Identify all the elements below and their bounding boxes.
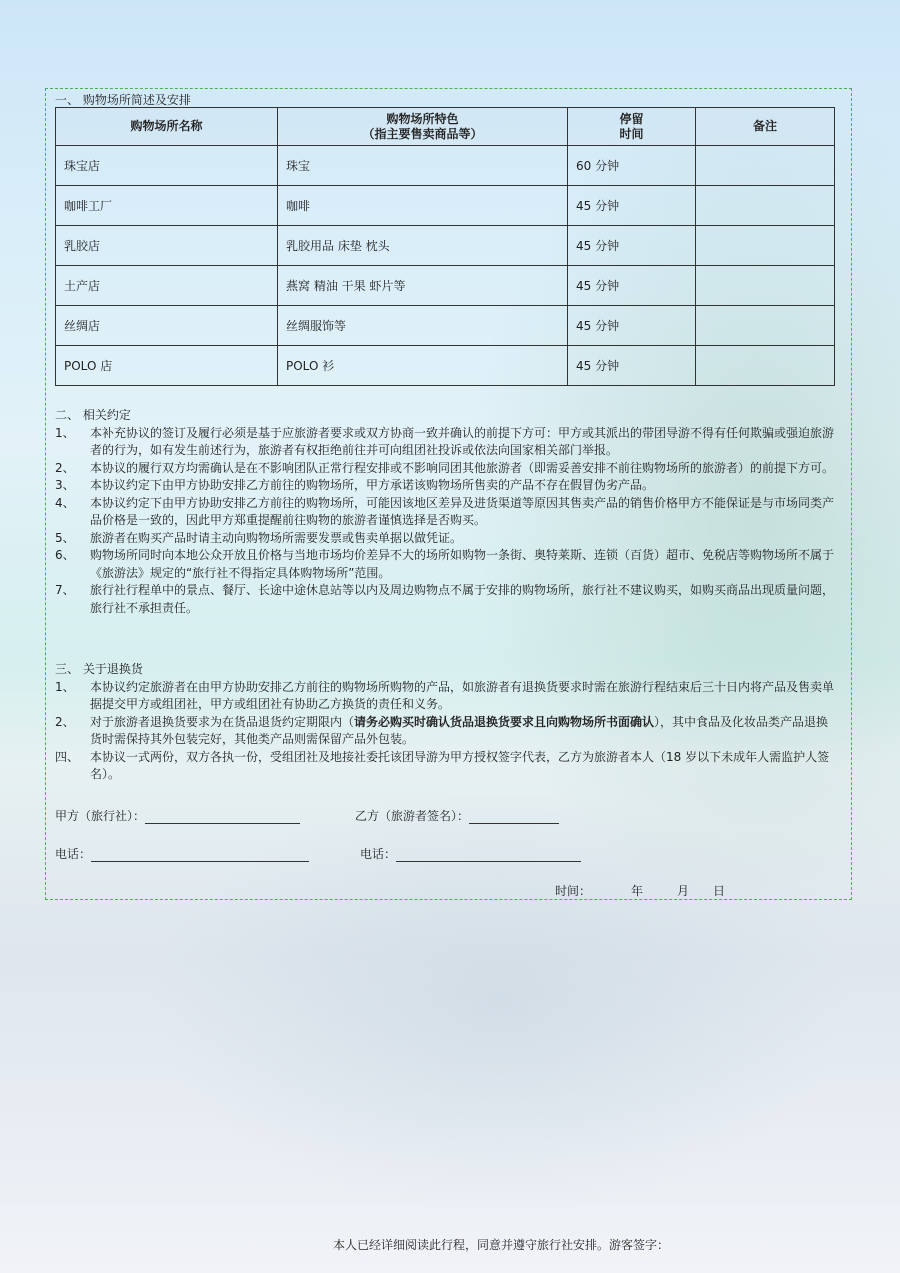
month-label: 月 <box>677 884 690 898</box>
stay-duration-cell: 45 分钟 <box>568 306 696 346</box>
item-number: 1、 <box>55 679 75 694</box>
item-number: 2、 <box>55 460 75 475</box>
item-number: 6、 <box>55 548 75 562</box>
remarks-cell <box>696 346 835 386</box>
item-number: 2、 <box>55 714 75 729</box>
table-row <box>56 226 835 266</box>
list-item <box>55 547 840 582</box>
date-row <box>555 882 725 899</box>
phone-a[interactable] <box>55 845 309 862</box>
phone-a-line[interactable] <box>91 849 309 862</box>
table-row <box>56 146 835 186</box>
list-item <box>55 530 840 548</box>
table-row <box>56 266 835 306</box>
phone-b-line[interactable] <box>396 849 581 862</box>
remarks-cell <box>696 146 835 186</box>
item-text <box>90 714 840 749</box>
section1-title: 一、 购物场所简述及安排 <box>55 93 191 107</box>
list-item <box>55 582 840 617</box>
item-text: 本协议一式两份，双方各执一份，受组团社及地接社委托该团导游为甲方授权签字代表，乙方为旅游者本人（18 岁以下未成年人需监护人签名）。 <box>90 749 830 781</box>
table-row <box>56 186 835 226</box>
shopping-table <box>55 107 835 386</box>
section2-title: 二、 相关约定 <box>55 408 131 422</box>
party-b-line[interactable] <box>469 811 559 824</box>
item-text: 旅游者在购买产品时请主动向购物场所需要发票或售卖单据以做凭证。 <box>90 530 463 545</box>
stay-duration-cell: 60 分钟 <box>568 146 696 186</box>
party-b-label: 乙方（旅游者签名）： <box>355 809 470 823</box>
party-b-sign[interactable] <box>355 807 559 824</box>
table-row <box>56 306 835 346</box>
item-text: 本协议约定下由甲方协助安排乙方前往的购物场所，可能因该地区差异及进货渠道等原因其售卖产品的销售价格甲方不能保证是与市场同类产品价格是一致的，因此甲方郑重提醒前往购物的旅游者谨慎选择是否购买。 <box>90 495 835 527</box>
table-header-row <box>56 108 835 146</box>
header-remarks: 备注 <box>696 108 835 146</box>
shop-name-cell: 土产店 <box>56 266 278 306</box>
party-a-sign[interactable] <box>55 807 300 824</box>
item-number: 3、 <box>55 478 75 492</box>
section3 <box>55 661 840 784</box>
party-a-line[interactable] <box>145 811 300 824</box>
item-text: 本协议约定旅游者在由甲方协助安排乙方前往的购物场所购物的产品，如旅游者有退换货要求时需在旅游行程结束后三十日内将产品及售卖单据提交甲方或组团社，甲方或组团社有协助乙方换货的责任和义务。 <box>90 679 835 711</box>
shop-features-cell: POLO 衫 <box>278 346 568 386</box>
text-post: ），其中食品及化妆品类产品退换货时需保持其外包装完好，其他类产品则需保留产品外包装。 <box>90 714 829 746</box>
remarks-cell <box>696 186 835 226</box>
phone-b[interactable] <box>360 845 581 862</box>
day-label: 日 <box>713 884 726 898</box>
time-label: 时间： <box>555 884 592 898</box>
item-text: 购物场所同时向本地公众开放且价格与当地市场均价差异不大的场所如购物一条街、奥特莱斯、连锁（百货）超市、免税店等购物场所不属于《旅游法》规定的“旅行社不得指定具体购物场所”范围。 <box>90 548 835 580</box>
phone-b-label: 电话： <box>360 847 397 861</box>
text-pre: 对于旅游者退换货要求为在货品退货约定期限内（ <box>90 714 355 729</box>
remarks-cell <box>696 226 835 266</box>
shop-name-cell: 丝绸店 <box>56 306 278 346</box>
header-duration: 停留 时间 <box>568 108 696 146</box>
item-number: 四、 <box>55 749 80 764</box>
list-item <box>55 714 840 749</box>
item-number: 7、 <box>55 583 75 597</box>
shop-name-cell: 咖啡工厂 <box>56 186 278 226</box>
list-item <box>55 477 840 495</box>
item-number: 1、 <box>55 425 75 440</box>
party-a-label: 甲方（旅行社）： <box>55 809 146 823</box>
section3-title: 三、 关于退换货 <box>55 662 143 676</box>
item-text: 旅行社行程单中的景点、餐厅、长途中途休息站等以内及周边购物点不属于安排的购物场所，旅行社不建议购买，如购买商品出现质量问题，旅行社不承担责任。 <box>90 583 835 615</box>
list-item <box>55 495 840 530</box>
shop-features-cell: 珠宝 <box>278 146 568 186</box>
shop-features-cell: 燕窝 精油 干果 虾片等 <box>278 266 568 306</box>
footer-signature-note: 本人已经详细阅读此行程，同意并遵守旅行社安排。游客签字： <box>333 1238 670 1252</box>
section4 <box>55 749 840 784</box>
header-name: 购物场所名称 <box>56 108 278 146</box>
table-row <box>56 346 835 386</box>
shop-features-cell: 丝绸服饰等 <box>278 306 568 346</box>
stay-duration-cell: 45 分钟 <box>568 266 696 306</box>
stay-duration-cell: 45 分钟 <box>568 346 696 386</box>
list-item <box>55 460 840 478</box>
header-features: 购物场所特色 （指主要售卖商品等） <box>278 108 568 146</box>
shop-name-cell: 珠宝店 <box>56 146 278 186</box>
item-text: 本协议的履行双方均需确认是在不影响团队正常行程安排或不影响同团其他旅游者（即需妥善安排不前往购物场所的旅游者）的前提下方可。 <box>90 460 835 475</box>
shop-features-cell: 咖啡 <box>278 186 568 226</box>
remarks-cell <box>696 266 835 306</box>
stay-duration-cell: 45 分钟 <box>568 186 696 226</box>
item-text: 本补充协议的签订及履行必须是基于应旅游者要求或双方协商一致并确认的前提下方可：甲方或其派出的带团导游不得有任何欺骗或强迫旅游者的行为，如有发生前述行为，旅游者有权拒绝前往并可向组团社投诉或依法向国家相关部门举报。 <box>90 425 835 457</box>
bold-note: 请务必购买时确认货品退换货要求且向购物场所书面确认 <box>354 714 655 729</box>
shop-features-cell: 乳胶用品 床垫 枕头 <box>278 226 568 266</box>
item-number: 4、 <box>55 495 75 510</box>
list-item <box>55 425 840 460</box>
list-item <box>55 679 840 714</box>
phone-a-label: 电话： <box>55 847 92 861</box>
year-label: 年 <box>631 884 644 898</box>
shop-name-cell: POLO 店 <box>56 346 278 386</box>
shop-name-cell: 乳胶店 <box>56 226 278 266</box>
item-number: 5、 <box>55 530 75 545</box>
section2 <box>55 407 840 617</box>
remarks-cell <box>696 306 835 346</box>
item-text: 本协议约定下由甲方协助安排乙方前往的购物场所，甲方承诺该购物场所售卖的产品不存在假冒伪劣产品。 <box>90 478 655 492</box>
stay-duration-cell: 45 分钟 <box>568 226 696 266</box>
